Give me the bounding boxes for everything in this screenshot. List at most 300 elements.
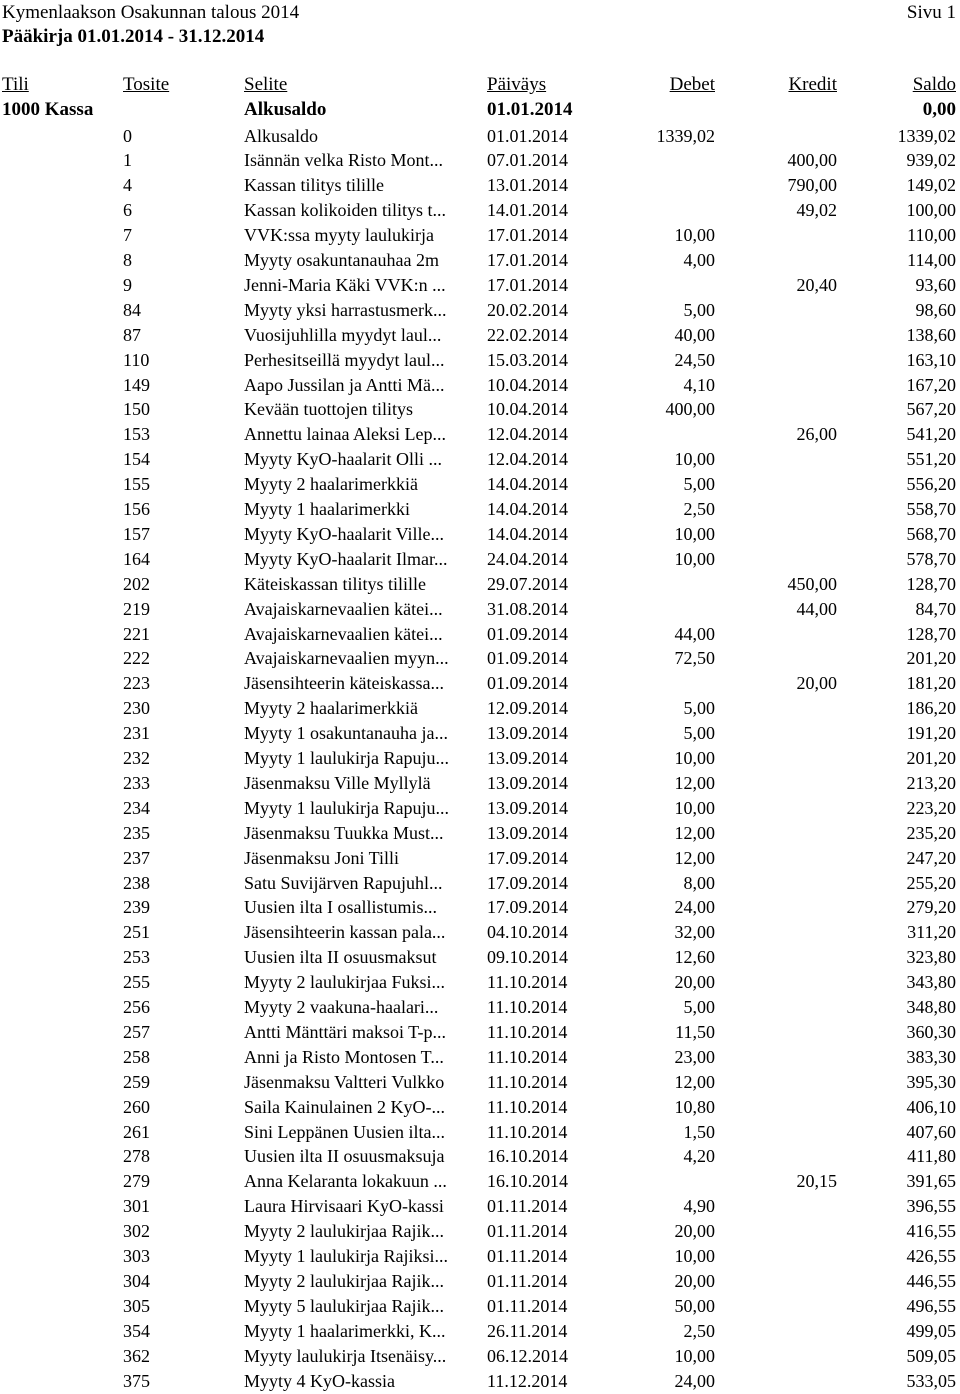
row-selite: Avajaiskarnevaalien kätei...: [244, 598, 443, 619]
row-paivays: 24.04.2014: [487, 548, 568, 569]
row-tosite: 258: [123, 1046, 150, 1067]
row-saldo: 360,30: [906, 1021, 956, 1042]
table-row: [0, 1294, 960, 1319]
table-row: [0, 422, 960, 447]
row-tosite: 87: [123, 324, 141, 345]
row-saldo: 186,20: [906, 698, 956, 719]
row-saldo: 181,20: [906, 673, 956, 694]
row-selite: Myyty 1 laulukirja Rajiksi...: [244, 1246, 448, 1266]
row-selite: Avajaiskarnevaalien kätei...: [244, 623, 443, 644]
row-saldo: 213,20: [906, 772, 956, 793]
table-row: [0, 348, 960, 373]
row-tosite: 237: [123, 847, 150, 868]
row-selite: Myyty 1 laulukirja Rapuju...: [244, 748, 449, 768]
table-row: [0, 1120, 960, 1145]
row-selite: Myyty KyO-haalarit Ilmar...: [244, 548, 448, 569]
row-kredit: 44,00: [796, 598, 837, 619]
row-debet: 11,50: [675, 1021, 715, 1042]
row-tosite: 362: [123, 1345, 150, 1366]
row-debet: 44,00: [674, 623, 715, 644]
row-tosite: 221: [123, 623, 150, 644]
row-saldo: 396,55: [906, 1196, 956, 1217]
row-kredit: 790,00: [787, 175, 837, 196]
row-debet: 12,00: [674, 1071, 715, 1092]
table-row: [0, 273, 960, 298]
row-paivays: 11.10.2014: [487, 1046, 568, 1067]
row-selite: Myyty 1 laulukirja Rapuju...: [244, 797, 449, 818]
row-tosite: 238: [123, 872, 150, 893]
row-selite: Avajaiskarnevaalien myyn...: [244, 648, 449, 669]
table-row: [0, 1219, 960, 1244]
row-tosite: 257: [123, 1021, 150, 1042]
row-debet: 10,00: [674, 1345, 715, 1366]
row-tosite: 4: [123, 175, 132, 196]
row-paivays: 06.12.2014: [487, 1345, 568, 1366]
row-paivays: 10.04.2014: [487, 374, 568, 395]
row-saldo: 201,20: [906, 648, 956, 669]
row-saldo: 426,55: [906, 1246, 956, 1266]
row-selite: Myyty 1 osakuntanauha ja...: [244, 723, 448, 744]
row-saldo: 558,70: [906, 499, 956, 519]
row-paivays: 11.10.2014: [487, 1021, 568, 1042]
row-debet: 1339,02: [656, 125, 715, 146]
table-row: [0, 1144, 960, 1169]
row-paivays: 13.09.2014: [487, 723, 568, 744]
table-row: [0, 846, 960, 871]
row-paivays: 07.01.2014: [487, 150, 568, 171]
row-saldo: 348,80: [906, 997, 956, 1017]
row-saldo: 416,55: [906, 1221, 956, 1242]
row-selite: Aapo Jussilan ja Antti Mä...: [244, 374, 445, 395]
row-kredit: 20,15: [796, 1171, 837, 1192]
row-paivays: 17.09.2014: [487, 847, 568, 868]
row-paivays: 15.03.2014: [487, 349, 568, 370]
row-paivays: 01.11.2014: [487, 1221, 568, 1242]
row-debet: 4,90: [683, 1196, 715, 1217]
row-saldo: 556,20: [906, 474, 956, 495]
row-selite: Satu Suvijärven Rapujuhl...: [244, 872, 443, 893]
row-selite: Käteiskassan tilitys tilille: [244, 573, 426, 594]
table-row: [0, 373, 960, 398]
row-saldo: 383,30: [906, 1046, 956, 1067]
row-paivays: 13.09.2014: [487, 748, 568, 768]
col-debet: Debet: [669, 74, 715, 95]
row-selite: Anni ja Risto Montosen T...: [244, 1046, 444, 1067]
col-tosite: Tosite: [123, 74, 170, 95]
table-row: [0, 447, 960, 472]
row-selite: Jäsenmaksu Valtteri Vulkko: [244, 1071, 445, 1092]
row-debet: 2,50: [683, 1320, 715, 1341]
row-debet: 5,00: [683, 299, 715, 320]
row-tosite: 7: [123, 225, 132, 246]
row-debet: 10,00: [674, 449, 715, 470]
row-paivays: 17.09.2014: [487, 897, 568, 918]
row-paivays: 17.01.2014: [487, 225, 568, 246]
row-debet: 10,00: [674, 548, 715, 569]
row-debet: 24,00: [674, 897, 715, 918]
row-tosite: 8: [123, 250, 132, 270]
row-debet: 5,00: [683, 997, 715, 1017]
row-paivays: 01.11.2014: [487, 1246, 568, 1266]
row-paivays: 17.01.2014: [487, 274, 568, 295]
row-selite: Myyty yksi harrastusmerk...: [244, 299, 447, 320]
row-paivays: 01.01.2014: [487, 125, 568, 146]
row-selite: Saila Kainulainen 2 KyO-...: [244, 1096, 445, 1117]
row-selite: Myyty KyO-haalarit Olli ...: [244, 449, 442, 470]
row-tosite: 157: [123, 523, 150, 544]
table-row: [0, 547, 960, 572]
row-paivays: 11.10.2014: [487, 1121, 568, 1142]
row-debet: 24,00: [674, 1370, 715, 1391]
row-saldo: 98,60: [915, 299, 956, 320]
table-row: [0, 821, 960, 846]
row-paivays: 01.11.2014: [487, 1270, 568, 1291]
row-selite: Myyty 2 laulukirjaa Rajik...: [244, 1270, 444, 1291]
row-saldo: 1339,02: [897, 125, 956, 146]
row-tosite: 219: [123, 598, 150, 619]
row-selite: Jäsensihteerin kassan pala...: [244, 922, 446, 943]
row-tosite: 154: [123, 449, 150, 470]
row-saldo: 407,60: [906, 1121, 956, 1142]
row-tosite: 235: [123, 822, 150, 843]
row-saldo: 279,20: [906, 897, 956, 918]
row-selite: Kassan kolikoiden tilitys t...: [244, 200, 446, 221]
table-row: [0, 1020, 960, 1045]
row-selite: Jäsenmaksu Joni Tilli: [244, 847, 400, 868]
row-saldo: 406,10: [906, 1096, 956, 1117]
row-saldo: 395,30: [906, 1071, 956, 1092]
row-selite: Myyty 2 laulukirjaa Fuksi...: [244, 972, 445, 993]
row-tosite: 156: [123, 499, 150, 519]
row-selite: Vuosijuhlilla myydyt laul...: [244, 324, 442, 345]
row-debet: 72,50: [674, 648, 715, 669]
row-paivays: 12.04.2014: [487, 424, 568, 445]
row-paivays: 09.10.2014: [487, 947, 568, 968]
table-row: [0, 173, 960, 198]
table-row: [0, 497, 960, 522]
row-selite: Jäsenmaksu Tuukka Must...: [244, 822, 444, 843]
row-saldo: 100,00: [906, 200, 956, 221]
row-tosite: 233: [123, 772, 150, 793]
table-row: [0, 597, 960, 622]
row-saldo: 446,55: [906, 1270, 956, 1291]
row-paivays: 11.10.2014: [487, 1071, 568, 1092]
row-selite: Uusien ilta II osuusmaksut: [244, 947, 437, 968]
row-debet: 24,50: [674, 349, 715, 370]
row-tosite: 279: [123, 1171, 150, 1192]
row-selite: Myyty 1 haalarimerkki, K...: [244, 1320, 446, 1341]
row-debet: 8,00: [683, 872, 715, 893]
row-debet: 12,00: [674, 847, 715, 868]
account-opening-balance: 0,00: [922, 99, 956, 120]
row-saldo: 343,80: [906, 972, 956, 993]
row-paivays: 14.04.2014: [487, 523, 568, 544]
row-selite: Antti Mänttäri maksoi T-p...: [244, 1021, 446, 1042]
row-tosite: 230: [123, 698, 150, 719]
row-selite: Annettu lainaa Aleksi Lep...: [244, 424, 446, 445]
row-tosite: 278: [123, 1146, 150, 1167]
row-tosite: 303: [123, 1246, 150, 1266]
row-debet: 400,00: [665, 399, 715, 420]
row-selite: Myyty 2 haalarimerkkiä: [244, 474, 418, 495]
row-selite: Myyty laulukirja Itsenäisy...: [244, 1345, 447, 1366]
row-tosite: 84: [123, 299, 141, 320]
row-saldo: 323,80: [906, 947, 956, 968]
row-saldo: 191,20: [906, 723, 956, 744]
account-opening-label: Alkusaldo: [244, 99, 327, 120]
table-row: [0, 920, 960, 945]
row-tosite: 304: [123, 1270, 150, 1291]
col-kredit: Kredit: [788, 74, 837, 95]
table-row: [0, 248, 960, 273]
table-row: [0, 895, 960, 920]
row-paivays: 11.10.2014: [487, 972, 568, 993]
table-row: [0, 1319, 960, 1344]
row-paivays: 17.09.2014: [487, 872, 568, 893]
row-selite: Kassan tilitys tilille: [244, 175, 384, 196]
row-selite: Myyty 5 laulukirjaa Rajik...: [244, 1295, 444, 1316]
row-kredit: 400,00: [787, 150, 837, 171]
row-saldo: 509,05: [906, 1345, 956, 1366]
col-paivays: Päiväys: [487, 74, 547, 95]
row-debet: 2,50: [683, 499, 715, 519]
table-row: [0, 671, 960, 696]
table-row: [0, 522, 960, 547]
row-saldo: 533,05: [906, 1370, 956, 1391]
row-selite: Myyty KyO-haalarit Ville...: [244, 523, 445, 544]
account-name: 1000 Kassa: [2, 99, 94, 120]
row-tosite: 234: [123, 797, 150, 818]
row-tosite: 6: [123, 200, 132, 221]
table-row: [0, 622, 960, 647]
row-kredit: 20,40: [796, 274, 837, 295]
row-paivays: 04.10.2014: [487, 922, 568, 943]
row-kredit: 49,02: [796, 200, 837, 221]
row-paivays: 22.02.2014: [487, 324, 568, 345]
row-saldo: 93,60: [915, 274, 956, 295]
row-saldo: 149,02: [906, 175, 956, 196]
col-selite: Selite: [244, 74, 288, 95]
row-selite: Myyty 2 vaakuna-haalari...: [244, 997, 439, 1017]
row-paivays: 29.07.2014: [487, 573, 568, 594]
row-saldo: 247,20: [906, 847, 956, 868]
row-debet: 12,00: [674, 822, 715, 843]
row-saldo: 201,20: [906, 748, 956, 768]
row-paivays: 01.09.2014: [487, 623, 568, 644]
row-tosite: 202: [123, 573, 150, 594]
row-tosite: 239: [123, 897, 150, 918]
table-row: [0, 1070, 960, 1095]
row-paivays: 01.11.2014: [487, 1196, 568, 1217]
row-selite: Jäsensihteerin käteiskassa...: [244, 673, 444, 694]
row-tosite: 256: [123, 997, 150, 1017]
row-debet: 10,00: [674, 748, 715, 768]
row-paivays: 11.12.2014: [487, 1370, 568, 1391]
row-selite: Isännän velka Risto Mont...: [244, 150, 443, 171]
table-row: [0, 223, 960, 248]
table-row: [0, 646, 960, 671]
row-tosite: 1: [123, 150, 132, 171]
row-selite: VVK:ssa myyty laulukirja: [244, 225, 434, 246]
row-selite: Alkusaldo: [244, 125, 318, 146]
row-selite: Myyty 4 KyO-kassia: [244, 1370, 395, 1391]
row-tosite: 305: [123, 1295, 150, 1316]
row-paivays: 20.02.2014: [487, 299, 568, 320]
col-tili: Tili: [2, 74, 29, 95]
account-opening-date: 01.01.2014: [487, 99, 573, 120]
row-tosite: 0: [123, 125, 132, 146]
row-tosite: 149: [123, 374, 150, 395]
row-selite: Sini Leppänen Uusien ilta...: [244, 1121, 445, 1142]
row-saldo: 114,00: [907, 250, 956, 270]
table-row: [0, 995, 960, 1020]
row-debet: 10,00: [674, 797, 715, 818]
row-debet: 23,00: [674, 1046, 715, 1067]
row-kredit: 450,00: [787, 573, 837, 594]
row-selite: Jenni-Maria Käki VVK:n ...: [244, 274, 446, 295]
row-paivays: 13.09.2014: [487, 822, 568, 843]
row-debet: 12,60: [674, 947, 715, 968]
row-debet: 10,00: [674, 1246, 715, 1266]
row-saldo: 255,20: [906, 872, 956, 893]
row-debet: 4,20: [683, 1146, 715, 1167]
row-paivays: 01.09.2014: [487, 673, 568, 694]
table-row: [0, 945, 960, 970]
row-debet: 10,80: [674, 1096, 715, 1117]
page-number: Sivu 1: [906, 2, 956, 23]
row-selite: Uusien ilta I osallistumis...: [244, 897, 437, 918]
row-debet: 10,00: [674, 523, 715, 544]
table-row: [0, 1344, 960, 1369]
row-saldo: 163,10: [906, 349, 956, 370]
row-debet: 5,00: [683, 698, 715, 719]
column-header-row: [0, 73, 960, 98]
row-selite: Perhesitseillä myydyt laul...: [244, 349, 445, 370]
row-tosite: 223: [123, 673, 150, 694]
row-paivays: 17.01.2014: [487, 250, 568, 270]
row-selite: Myyty 1 haalarimerkki: [244, 499, 410, 519]
row-kredit: 20,00: [796, 673, 837, 694]
table-row: [0, 472, 960, 497]
table-row: [0, 148, 960, 173]
row-paivays: 16.10.2014: [487, 1146, 568, 1167]
row-debet: 10,00: [674, 225, 715, 246]
row-tosite: 251: [123, 922, 150, 943]
table-row: [0, 572, 960, 597]
row-saldo: 568,70: [906, 523, 956, 544]
row-paivays: 16.10.2014: [487, 1171, 568, 1192]
row-debet: 4,00: [683, 250, 715, 270]
row-tosite: 253: [123, 947, 150, 968]
row-saldo: 138,60: [906, 324, 956, 345]
row-saldo: 551,20: [906, 449, 956, 470]
account-header-row: [0, 98, 960, 123]
table-row: [0, 1244, 960, 1269]
row-saldo: 311,20: [907, 922, 956, 943]
table-row: [0, 323, 960, 348]
row-selite: Uusien ilta II osuusmaksuja: [244, 1146, 445, 1167]
row-saldo: 578,70: [906, 548, 956, 569]
row-tosite: 302: [123, 1221, 150, 1242]
table-row: [0, 796, 960, 821]
row-tosite: 222: [123, 648, 150, 669]
row-debet: 4,10: [683, 374, 715, 395]
row-saldo: 939,02: [906, 150, 956, 171]
row-tosite: 164: [123, 548, 150, 569]
row-paivays: 13.01.2014: [487, 175, 568, 196]
row-saldo: 84,70: [915, 598, 956, 619]
table-row: [0, 721, 960, 746]
row-selite: Myyty osakuntanauhaa 2m: [244, 250, 439, 270]
row-selite: Laura Hirvisaari KyO-kassi: [244, 1196, 444, 1217]
table-row: [0, 298, 960, 323]
row-paivays: 10.04.2014: [487, 399, 568, 420]
row-selite: Jäsenmaksu Ville Myllylä: [244, 772, 431, 793]
row-saldo: 541,20: [906, 424, 956, 445]
row-debet: 50,00: [674, 1295, 715, 1316]
row-debet: 20,00: [674, 1270, 715, 1291]
table-row: [0, 970, 960, 995]
table-row: [0, 1169, 960, 1194]
row-saldo: 235,20: [906, 822, 956, 843]
table-row: [0, 1369, 960, 1394]
row-debet: 20,00: [674, 1221, 715, 1242]
row-tosite: 9: [123, 274, 132, 295]
row-paivays: 13.09.2014: [487, 772, 568, 793]
report-subtitle: Pääkirja 01.01.2014 - 31.12.2014: [2, 26, 265, 47]
row-saldo: 223,20: [906, 797, 956, 818]
row-paivays: 11.10.2014: [487, 1096, 568, 1117]
row-kredit: 26,00: [796, 424, 837, 445]
table-row: [0, 771, 960, 796]
row-saldo: 499,05: [906, 1320, 956, 1341]
row-tosite: 155: [123, 474, 150, 495]
row-saldo: 391,65: [906, 1171, 956, 1192]
row-debet: 20,00: [674, 972, 715, 993]
row-debet: 40,00: [674, 324, 715, 345]
row-saldo: 411,80: [907, 1146, 956, 1167]
row-saldo: 128,70: [906, 573, 956, 594]
row-tosite: 255: [123, 972, 150, 993]
row-tosite: 354: [123, 1320, 150, 1341]
table-row: [0, 1045, 960, 1070]
row-tosite: 153: [123, 424, 150, 445]
row-paivays: 26.11.2014: [487, 1320, 568, 1341]
row-paivays: 12.09.2014: [487, 698, 568, 719]
table-row: [0, 124, 960, 149]
row-saldo: 567,20: [906, 399, 956, 420]
row-paivays: 01.11.2014: [487, 1295, 568, 1316]
row-debet: 5,00: [683, 474, 715, 495]
row-selite: Myyty 2 laulukirjaa Rajik...: [244, 1221, 444, 1242]
row-tosite: 261: [123, 1121, 150, 1142]
report-title: Kymenlaakson Osakunnan talous 2014: [2, 2, 300, 23]
table-row: [0, 746, 960, 771]
row-tosite: 260: [123, 1096, 150, 1117]
row-debet: 32,00: [674, 922, 715, 943]
row-tosite: 301: [123, 1196, 150, 1217]
row-paivays: 11.10.2014: [487, 997, 568, 1017]
table-row: [0, 198, 960, 223]
row-saldo: 167,20: [906, 374, 956, 395]
row-tosite: 150: [123, 399, 150, 420]
row-paivays: 01.09.2014: [487, 648, 568, 669]
col-saldo: Saldo: [912, 74, 956, 95]
table-row: [0, 1269, 960, 1294]
row-debet: 1,50: [683, 1121, 715, 1142]
row-paivays: 12.04.2014: [487, 449, 568, 470]
row-selite: Anna Kelaranta lokakuun ...: [244, 1171, 447, 1192]
